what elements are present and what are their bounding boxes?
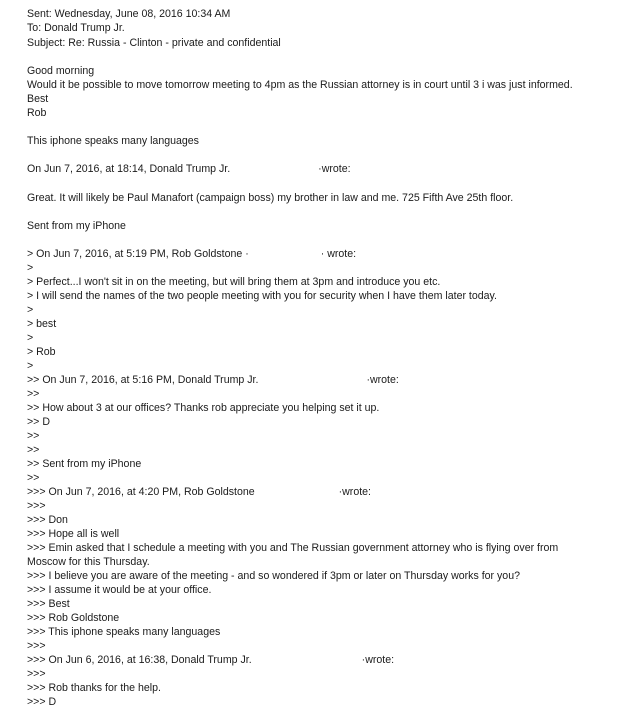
body-line: >> D — [27, 416, 50, 428]
body-line: >>> Rob thanks for the help. — [27, 682, 161, 694]
body-line: >>> Emin asked that I schedule a meeting with you and The Russian government attorney who is flying over from — [27, 542, 559, 554]
body-line: >> — [27, 430, 40, 442]
attribution-text: On Jun 7, 2016, at 18:14, Donald Trump Jr. — [27, 163, 231, 175]
attribution-suffix: ·wrote: — [366, 374, 399, 386]
attribution-suffix: ·wrote: — [318, 163, 351, 175]
body-line: >>> Best — [27, 598, 70, 610]
attribution-line — [27, 486, 371, 499]
body-line: >>> D — [27, 696, 57, 708]
body-line: > best — [27, 318, 57, 330]
body-line: >> Sent from my iPhone — [27, 458, 142, 470]
attribution-text: >>> On Jun 7, 2016, at 4:20 PM, Rob Goldstone — [27, 486, 255, 498]
body-line: >>> — [27, 500, 46, 512]
body-line: >> — [27, 444, 40, 456]
body-line: Good morning — [27, 65, 95, 77]
to-line: To: Donald Trump Jr. — [27, 22, 125, 34]
attribution-line — [27, 654, 394, 667]
body-line: Sent from my iPhone — [27, 220, 126, 232]
body-line: >>> Hope all is well — [27, 528, 120, 540]
body-line: >>> Rob Goldstone — [27, 612, 120, 624]
body-line: > Rob — [27, 346, 56, 358]
attribution-text: >>> On Jun 6, 2016, at 16:38, Donald Trump Jr. — [27, 654, 252, 666]
body-line: >> How about 3 at our offices? Thanks rob appreciate you helping set it up. — [27, 402, 380, 414]
attribution-suffix: ·wrote: — [338, 486, 372, 498]
attribution-suffix: ·wrote: — [361, 654, 395, 666]
body-line: >>> Don — [27, 514, 68, 526]
body-line: >>> — [27, 640, 46, 652]
attribution-line — [27, 248, 356, 261]
attribution-suffix: · wrote: — [320, 248, 357, 260]
body-line: > Perfect...I won't sit in on the meeting, but will bring them at 3pm and introduce you etc. — [27, 276, 441, 288]
body-line: Best — [27, 93, 49, 105]
sent-line: Sent: Wednesday, June 08, 2016 10:34 AM — [27, 8, 231, 20]
body-line: >>> This iphone speaks many languages — [27, 626, 221, 638]
body-line: > I will send the names of the two people meeting with you for security when I have them later today. — [27, 290, 498, 302]
attribution-line — [27, 374, 399, 387]
body-line: Moscow for this Thursday. — [27, 556, 150, 568]
attribution-text: > On Jun 7, 2016, at 5:19 PM, Rob Goldstone · — [27, 248, 249, 260]
body-line: >>> — [27, 668, 46, 680]
body-line: > — [27, 262, 34, 274]
attribution-text: >> On Jun 7, 2016, at 5:16 PM, Donald Trump Jr. — [27, 374, 259, 386]
body-line: > — [27, 304, 34, 316]
body-line: This iphone speaks many languages — [27, 135, 199, 147]
body-line: Great. It will likely be Paul Manafort (campaign boss) my brother in law and me. 725 Fifth Ave 25th floor. — [27, 192, 514, 204]
subject-line: Subject: Re: Russia - Clinton - private and confidential — [27, 37, 281, 49]
attribution-line — [27, 163, 351, 176]
body-line: >> — [27, 388, 40, 400]
body-line: >>> I assume it would be at your office. — [27, 584, 212, 596]
body-line: >> — [27, 472, 40, 484]
body-line: Rob — [27, 107, 47, 119]
body-line: >>> I believe you are aware of the meeting - and so wondered if 3pm or later on Thursday works for you? — [27, 570, 520, 582]
body-line: > — [27, 360, 34, 372]
body-line: > — [27, 332, 34, 344]
body-line: Would it be possible to move tomorrow meeting to 4pm as the Russian attorney is in court until 3 i was just informed. — [27, 79, 573, 91]
